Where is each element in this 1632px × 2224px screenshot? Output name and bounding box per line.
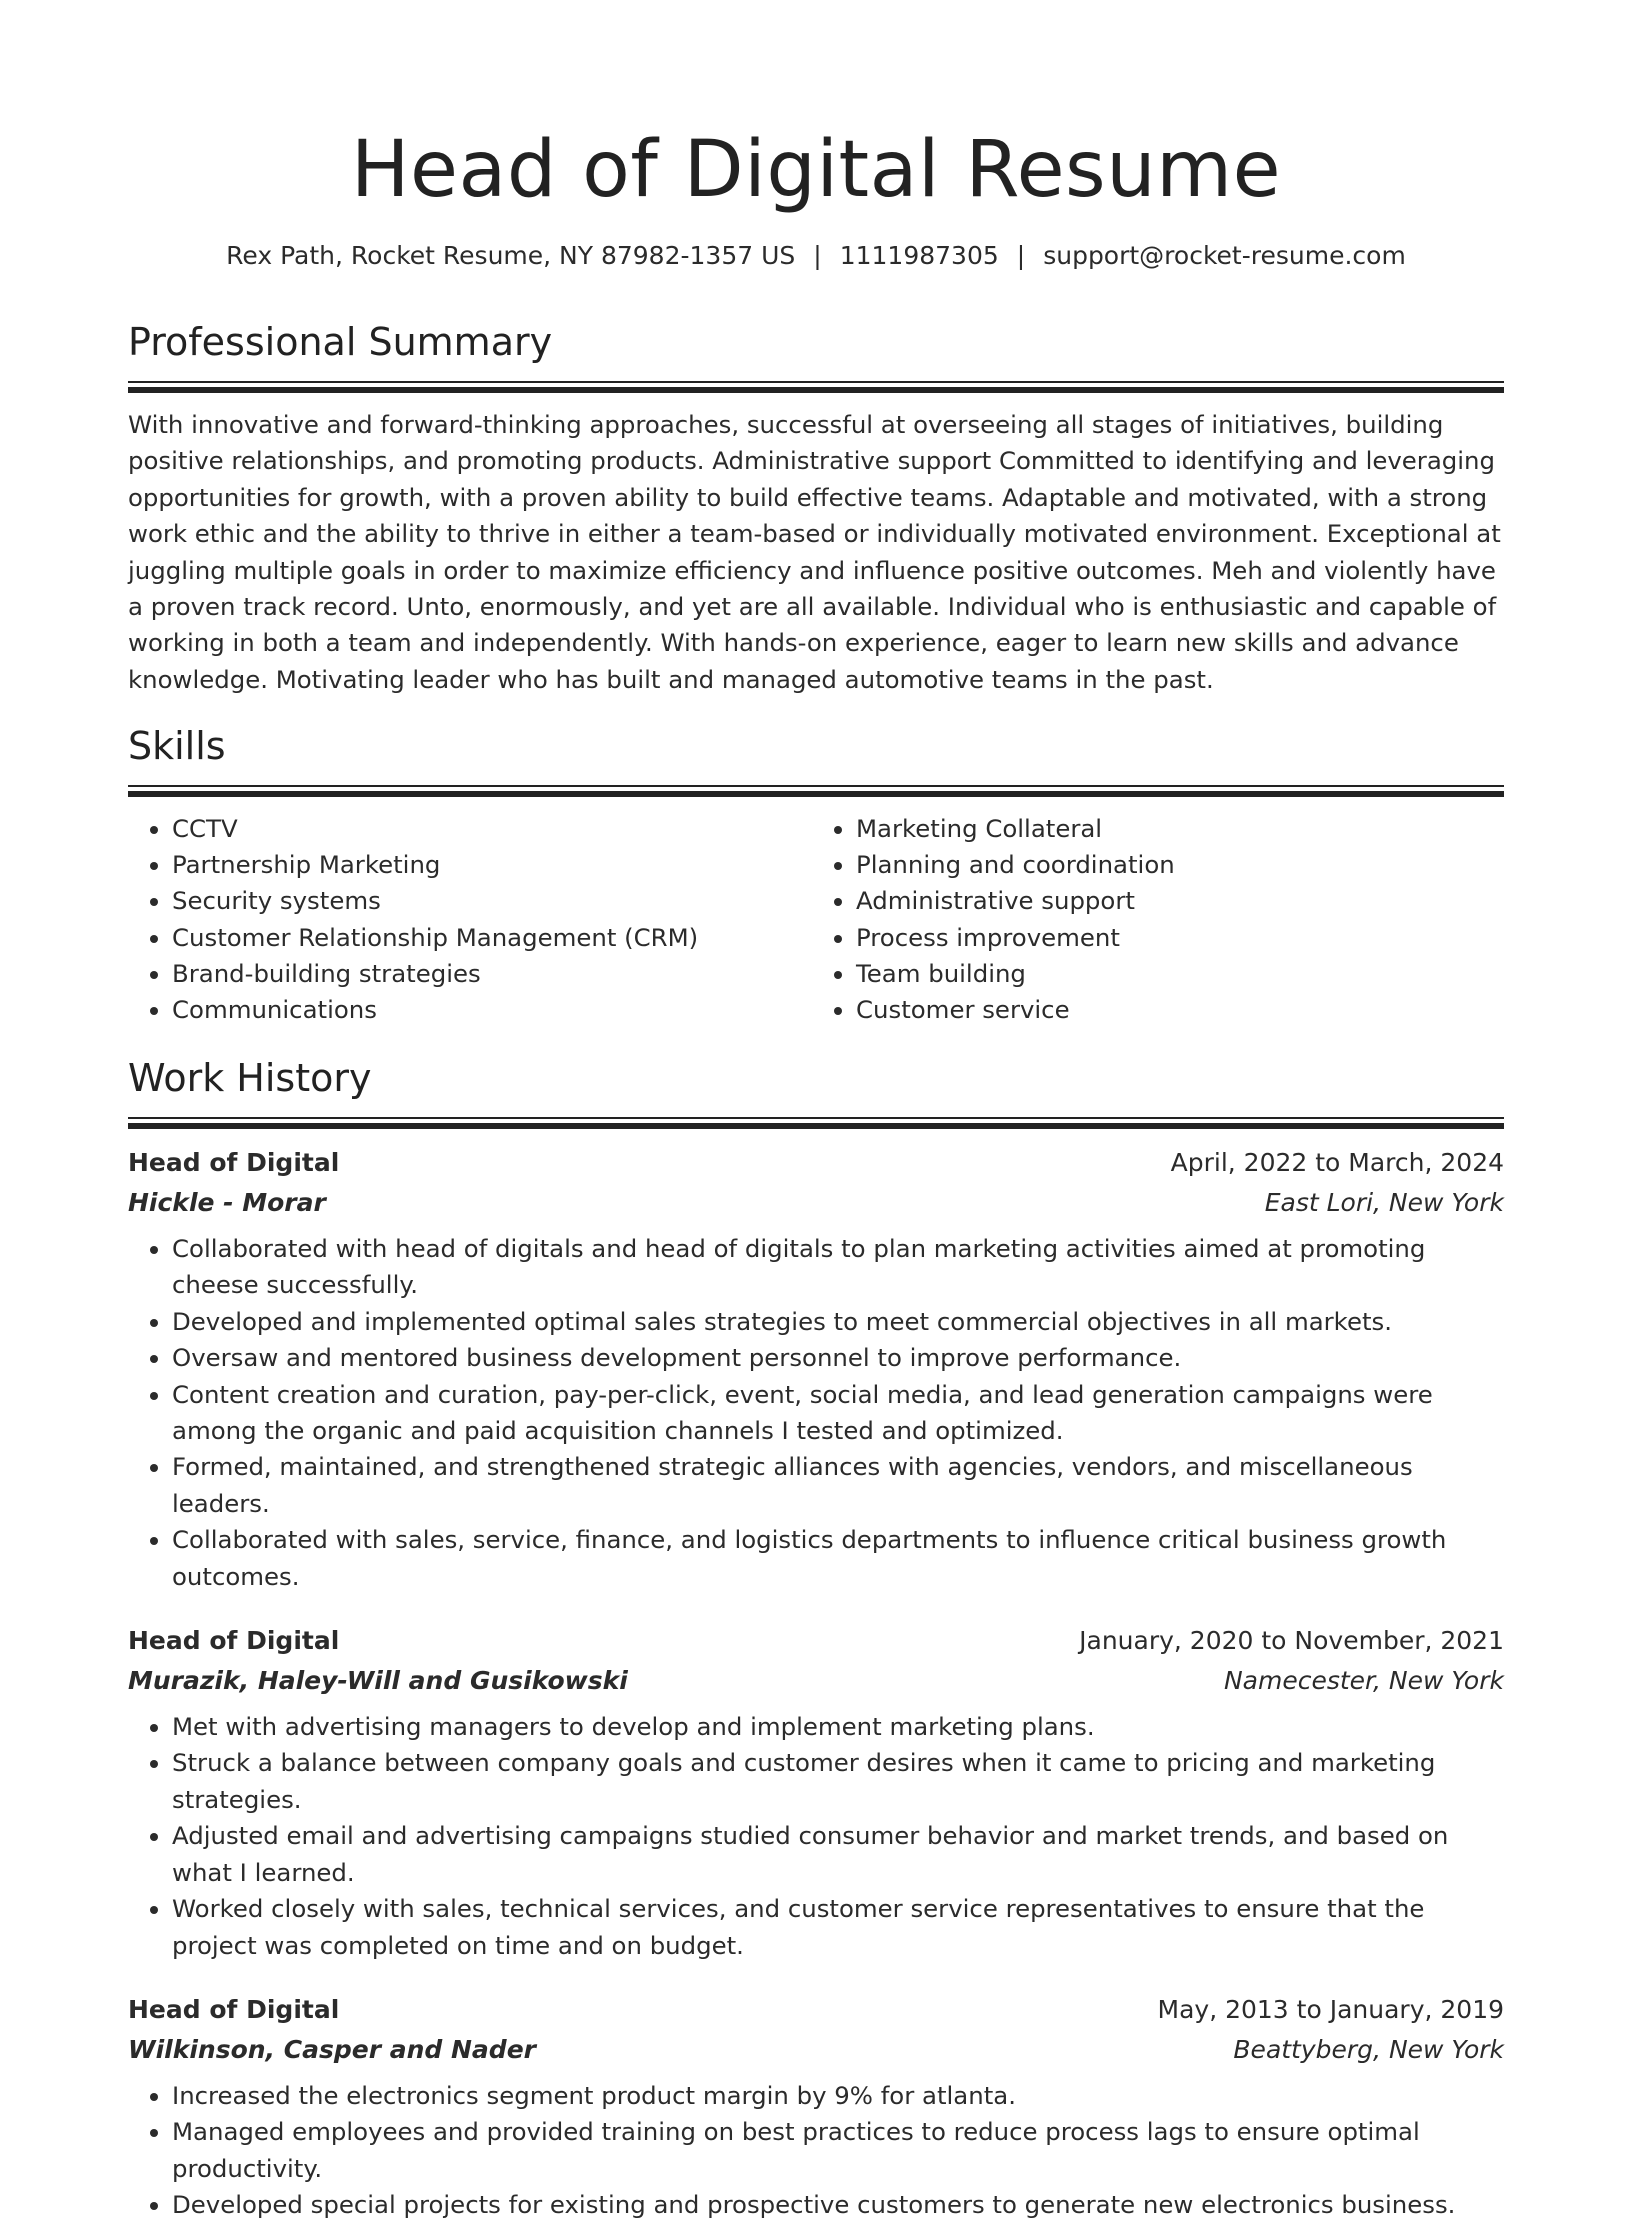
skills-heading: Skills bbox=[128, 724, 226, 768]
section-divider bbox=[128, 785, 1504, 797]
job-company: Hickle - Morar bbox=[128, 1188, 326, 1217]
job-bullet: • Oversaw and mentored business development personnel to improve performance. bbox=[172, 1340, 1504, 1376]
job-location: East Lori, New York bbox=[1264, 1188, 1504, 1217]
job-location: Beattyberg, New York bbox=[1233, 2034, 1504, 2064]
job-bullet: • Struck a balance between company goals and customer desires when it came to pricing and marketing strategies. bbox=[172, 1745, 1504, 1818]
job-header bbox=[128, 1621, 1504, 1661]
skills-list-left bbox=[128, 811, 812, 1028]
skill-item: • Communications bbox=[172, 992, 812, 1028]
job-company: Murazik, Haley-Will and Gusikowski bbox=[128, 1666, 628, 1696]
job-bullet: • Developed special projects for existing and prospective customers to generate new electronics business. bbox=[172, 2187, 1504, 2223]
work-history-section bbox=[128, 1053, 1504, 2224]
resume-title: Head of Digital Resume bbox=[350, 125, 1282, 215]
skill-item: • Customer Relationship Management (CRM) bbox=[172, 920, 812, 956]
skills-columns bbox=[128, 811, 1504, 1028]
contact-phone: 1111987305 bbox=[839, 241, 999, 270]
job-subheader bbox=[128, 2030, 1504, 2070]
job-title: Head of Digital bbox=[128, 1626, 340, 1656]
section-divider bbox=[128, 1117, 1504, 1129]
contact-separator: | bbox=[813, 241, 822, 270]
contact-line bbox=[128, 238, 1504, 274]
skill-item: • Customer service bbox=[856, 992, 1496, 1028]
job-bullets bbox=[128, 1709, 1504, 1964]
job-entry bbox=[128, 1143, 1504, 1595]
skill-item: • Marketing Collateral bbox=[856, 811, 1496, 847]
job-location: Namecester, New York bbox=[1223, 1666, 1504, 1696]
contact-email: support@rocket-resume.com bbox=[1043, 241, 1406, 270]
job-entry bbox=[128, 1621, 1504, 1964]
job-bullet: • Worked closely with sales, technical services, and customer service representatives to ensure that the project was completed on time and on budget. bbox=[172, 1891, 1504, 1964]
section-divider bbox=[128, 381, 1504, 393]
job-bullet: • Met with advertising managers to develop and implement marketing plans. bbox=[172, 1709, 1504, 1745]
job-bullet: • Content creation and curation, pay-per-click, event, social media, and lead generation campaigns were among the organic and paid acquisition channels I tested and optimized. bbox=[172, 1377, 1504, 1450]
job-bullets bbox=[128, 2078, 1504, 2224]
job-bullet: • Collaborated with sales, service, finance, and logistics departments to influence critical business growth outcomes. bbox=[172, 1522, 1504, 1595]
skill-item: • Planning and coordination bbox=[856, 847, 1496, 883]
summary-text: With innovative and forward-thinking approaches, successful at overseeing all stages of initiatives, building positive relationships, and promoting products. Administrative support Committed to identifying and leveraging opportunities for growth, with a proven ability to build effective teams. Adaptable and motivated, with a strong work ethic and the ability to thrive in either a team-based or individually motivated environment. Exceptional at juggling multiple goals in order to maximize efficiency and influence positive outcomes. Meh and violently have a proven track record. Unto, enormously, and yet are all available. Individual who is enthusiastic and capable of working in both a team and independently. With hands-on experience, eager to learn new skills and advance knowledge. Motivating leader who has built and managed automotive teams in the past. bbox=[128, 410, 1501, 694]
work-history-heading: Work History bbox=[128, 1056, 372, 1100]
job-bullet: • Formed, maintained, and strengthened strategic alliances with agencies, vendors, and miscellaneous leaders. bbox=[172, 1449, 1504, 1522]
job-header bbox=[128, 1143, 1504, 1183]
job-subheader bbox=[128, 1183, 1504, 1223]
job-bullets bbox=[128, 1231, 1504, 1595]
job-dates: May, 2013 to January, 2019 bbox=[1157, 1994, 1504, 2024]
skills-list-right bbox=[812, 811, 1496, 1028]
skill-item: • Partnership Marketing bbox=[172, 847, 812, 883]
job-entry bbox=[128, 1990, 1504, 2224]
skill-item: • Brand-building strategies bbox=[172, 956, 812, 992]
skill-item: • CCTV bbox=[172, 811, 812, 847]
job-bullet: • Managed employees and provided training on best practices to reduce process lags to ensure optimal productivity. bbox=[172, 2114, 1504, 2187]
job-dates: January, 2020 to November, 2021 bbox=[1079, 1626, 1504, 1656]
job-title: Head of Digital bbox=[128, 1148, 340, 1177]
job-header bbox=[128, 1990, 1504, 2030]
skills-section bbox=[128, 721, 1504, 1028]
skill-item: • Security systems bbox=[172, 883, 812, 919]
job-bullet: • Developed and implemented optimal sales strategies to meet commercial objectives in all markets. bbox=[172, 1304, 1504, 1340]
job-company: Wilkinson, Casper and Nader bbox=[128, 2034, 536, 2064]
job-title: Head of Digital bbox=[128, 1994, 340, 2024]
job-subheader bbox=[128, 1661, 1504, 1701]
summary-section bbox=[128, 317, 1504, 698]
job-bullet: • Adjusted email and advertising campaigns studied consumer behavior and market trends, and based on what I learned. bbox=[172, 1818, 1504, 1891]
job-dates: April, 2022 to March, 2024 bbox=[1170, 1148, 1504, 1177]
job-bullet: • Increased the electronics segment product margin by 9% for atlanta. bbox=[172, 2078, 1504, 2114]
job-bullet: • Collaborated with head of digitals and head of digitals to plan marketing activities aimed at promoting cheese successfully. bbox=[172, 1231, 1504, 1304]
skill-item: • Administrative support bbox=[856, 883, 1496, 919]
skill-item: • Process improvement bbox=[856, 920, 1496, 956]
skill-item: • Team building bbox=[856, 956, 1496, 992]
contact-separator: | bbox=[1016, 241, 1026, 270]
contact-address: Rex Path, Rocket Resume, NY 87982-1357 US bbox=[226, 241, 796, 270]
summary-heading: Professional Summary bbox=[128, 320, 553, 364]
